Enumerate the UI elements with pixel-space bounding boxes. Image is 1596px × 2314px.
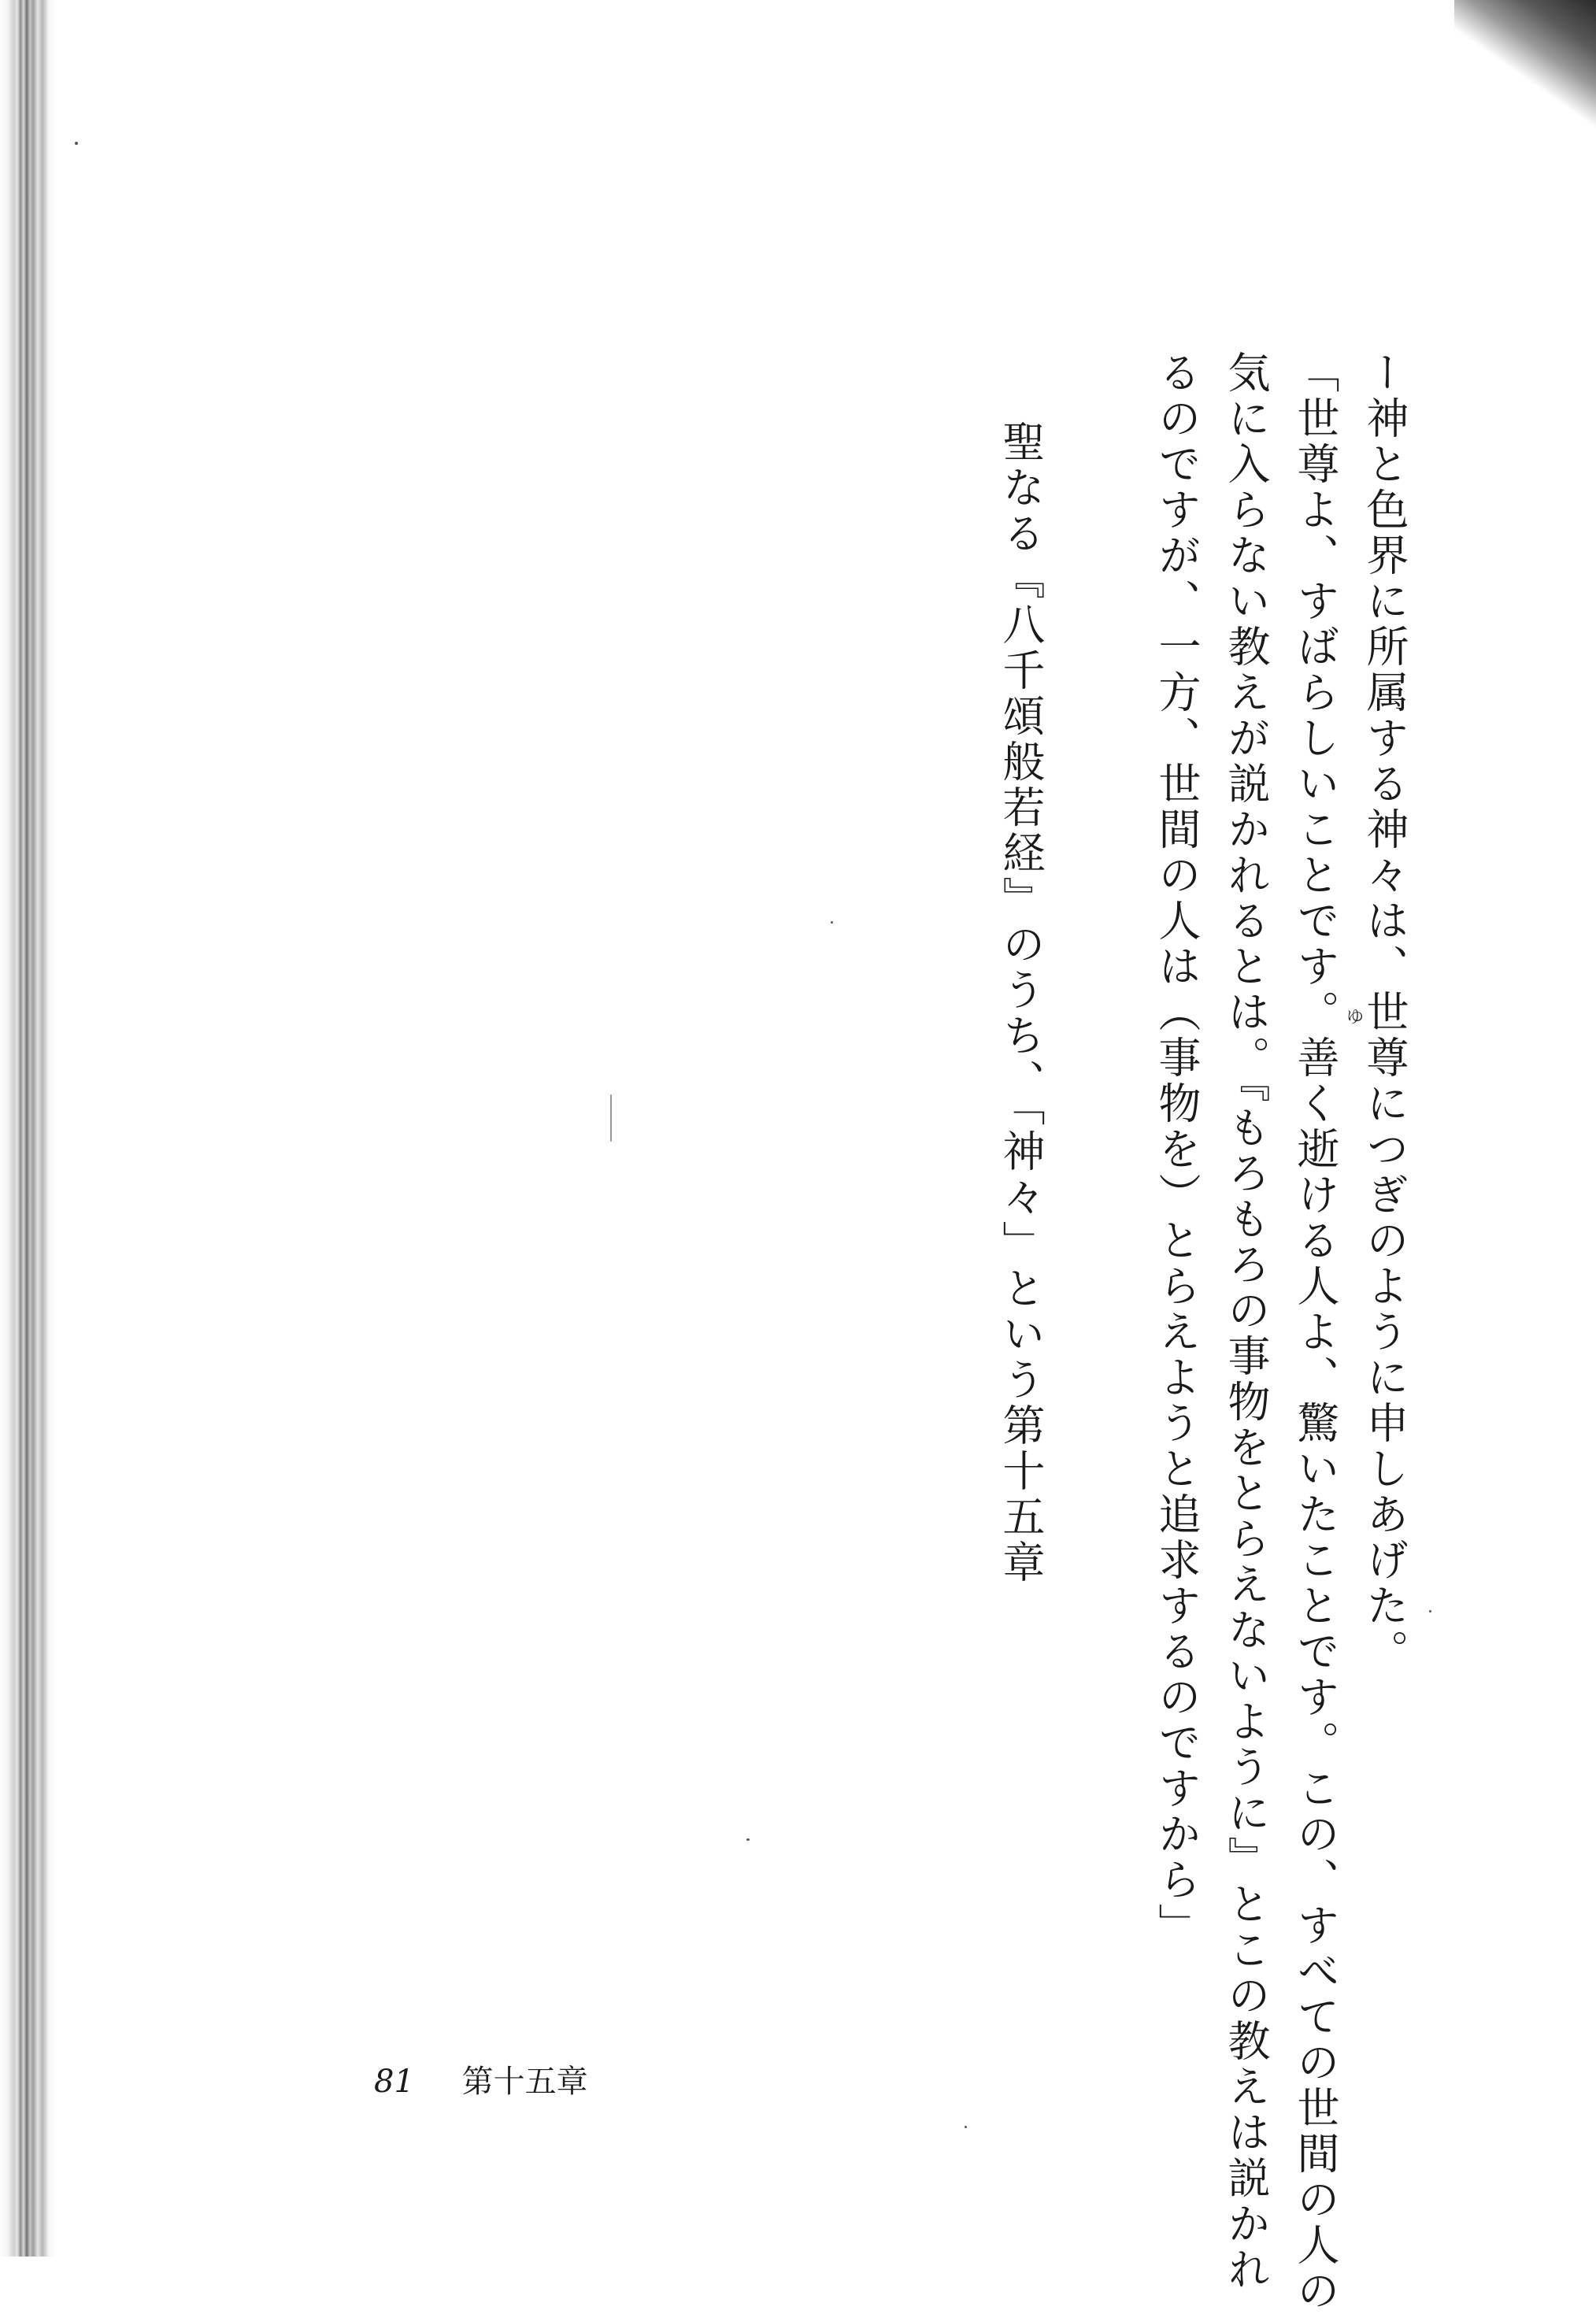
scan-speck — [1429, 1610, 1431, 1612]
book-binding-edge — [0, 0, 57, 2257]
scan-streak — [610, 1094, 612, 1142]
scan-speck — [831, 921, 833, 924]
scan-speck — [965, 2126, 967, 2128]
text-line-2: 「世尊よ、すばらしいことです。善く逝ける人よ、驚いたことです。この、すべての世間の人の — [1291, 350, 1340, 2314]
page-number: 81 — [374, 2064, 414, 2100]
scan-speck — [746, 1838, 750, 1841]
chapter-closing-line: 聖なる『八千頌般若経』のうち、「神々」という第十五章 — [996, 420, 1046, 1586]
text-line-4: るのですが、一方、世間の人は（事物を）とらえようと追求するのですから」 — [1152, 350, 1202, 1949]
paragraph-gap — [1055, 350, 1142, 1752]
text-line-1: ー神と色界に所属する神々は、世尊につぎのように申しあげた。 — [1360, 350, 1409, 1675]
page-footer — [374, 2057, 588, 2101]
scan-shadow-corner — [1454, 0, 1596, 134]
furigana-ruby: ゆ — [1346, 1008, 1364, 1027]
scan-speck — [75, 142, 78, 145]
text-line-3: 気に入らない教えが説かれるとは。『もろもろの事物をとらえないように』とこの教えは説かれ — [1221, 350, 1271, 2293]
running-chapter-title: 第十五章 — [461, 2064, 588, 2100]
vertical-text-block — [986, 350, 1419, 2314]
